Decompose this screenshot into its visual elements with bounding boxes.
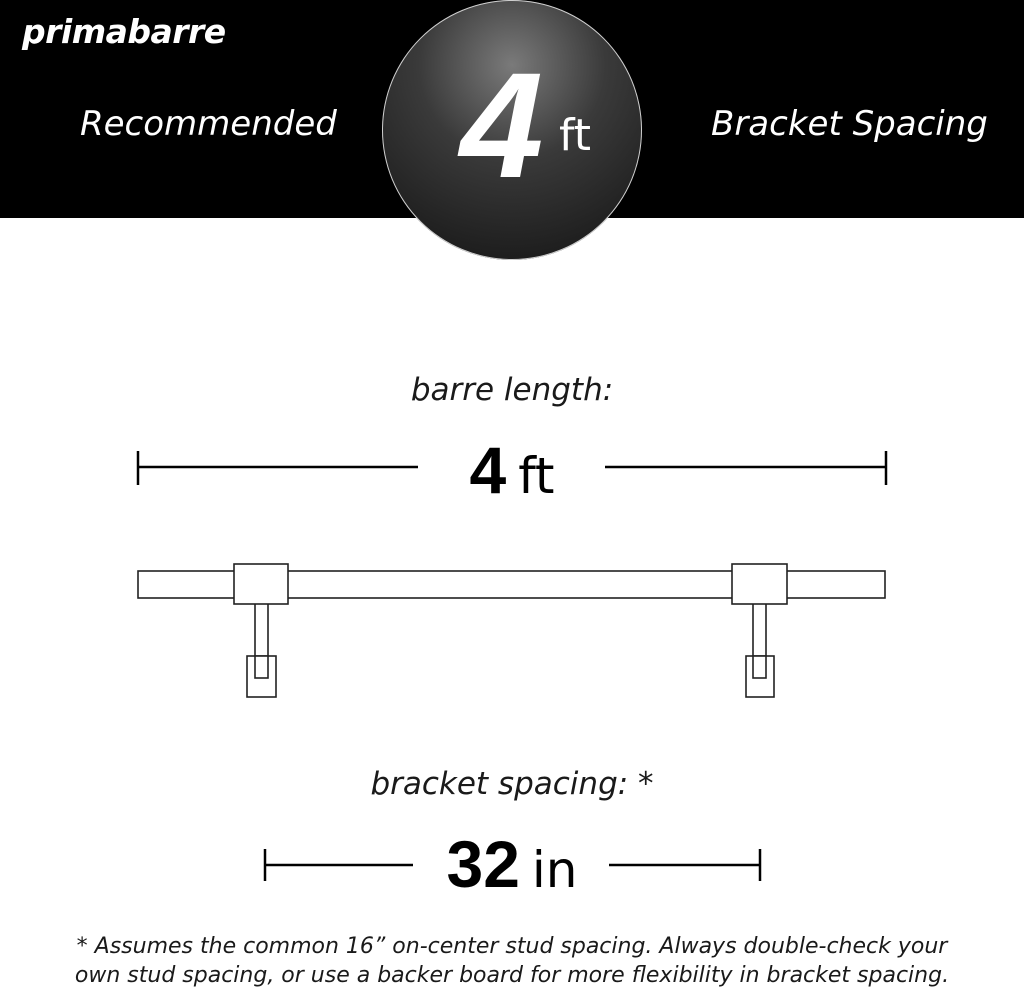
barre-length-measure <box>0 432 1024 508</box>
barre-length-unit: ft <box>518 447 555 505</box>
bracket-spacing-measure <box>0 826 1024 902</box>
footnote <box>0 932 1024 990</box>
barre-length-value: 4 <box>469 433 507 507</box>
bracket-left <box>234 564 288 697</box>
header-left-text: Recommended <box>80 104 337 144</box>
bracket-spacing-value: 32 <box>446 827 520 901</box>
brand-logo: primabarre <box>22 12 226 51</box>
footnote-line-1: * Assumes the common 16” on-center stud spacing. Always double-check your <box>76 934 948 959</box>
barre-illustration <box>138 564 885 697</box>
badge-unit: ft <box>559 110 591 161</box>
bracket-spacing-label: bracket spacing: * <box>370 766 654 802</box>
badge-value: 4 <box>460 41 544 209</box>
barre-length-label: barre length: <box>410 372 614 408</box>
footnote-line-2: own stud spacing, or use a backer board for more flexibility in bracket spacing. <box>74 963 950 988</box>
header-right-text: Bracket Spacing <box>711 104 988 144</box>
bracket-spacing-unit: in <box>531 841 578 899</box>
bracket-right <box>732 564 787 697</box>
